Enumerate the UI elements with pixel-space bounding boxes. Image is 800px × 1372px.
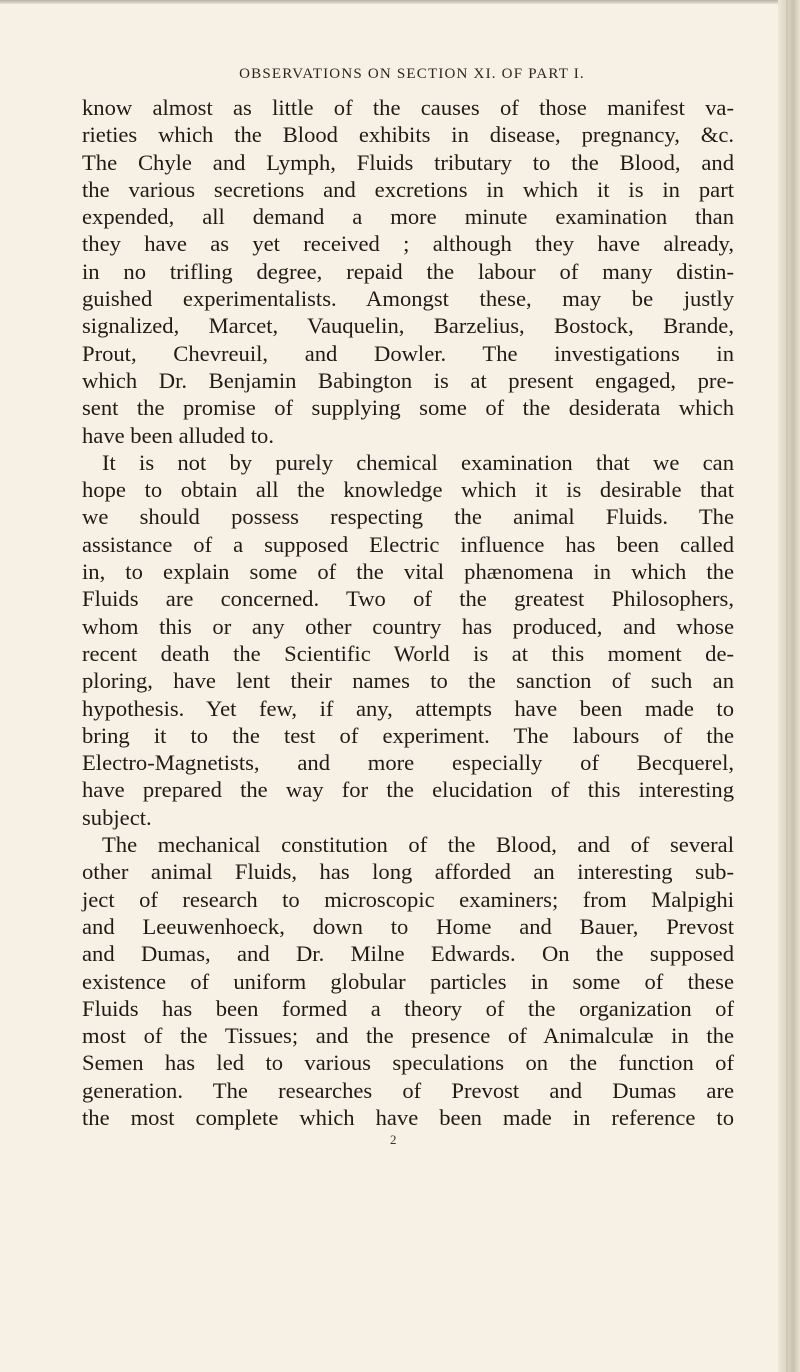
text-line: assistance of a supposed Electric influence has been called [82, 531, 734, 557]
text-line: Fluids has been formed a theory of the organization of [82, 995, 734, 1021]
text-line: we should possess respecting the animal Fluids. The [82, 504, 734, 530]
body-text [82, 94, 734, 1131]
text-line: have been alluded to. [82, 422, 274, 448]
text-line: in no trifling degree, repaid the labour of many distin- [82, 258, 734, 284]
text-line: hypothesis. Yet few, if any, attempts have been made to [82, 695, 734, 721]
text-line: bring it to the test of experiment. The labours of the [82, 722, 734, 748]
text-line: the most complete which have been made in reference to [82, 1104, 734, 1130]
text-line: Semen has led to various speculations on the function of [82, 1050, 734, 1076]
text-line: other animal Fluids, has long afforded an interesting sub- [82, 859, 734, 885]
text-line: subject. [82, 804, 152, 830]
text-line: The Chyle and Lymph, Fluids tributary to the Blood, and [82, 149, 734, 175]
text-line: signalized, Marcet, Vauquelin, Barzelius, Bostock, Brande, [82, 313, 734, 339]
page-number: 2 [390, 1132, 397, 1147]
text-line: know almost as little of the causes of those manifest va- [82, 95, 734, 120]
text-line: most of the Tissues; and the presence of Animalculæ in the [82, 1023, 734, 1049]
text-line: It is not by purely chemical examination that we can [102, 449, 734, 475]
running-head: OBSERVATIONS ON SECTION XI. OF PART I. [239, 66, 585, 82]
text-line: expended, all demand a more minute examination than [82, 204, 734, 230]
text-line: ject of research to microscopic examiners; from Malpighi [82, 886, 734, 912]
text-line: generation. The researches of Prevost and Dumas are [82, 1077, 734, 1103]
text-line: whom this or any other country has produced, and whose [82, 613, 734, 639]
text-line: rieties which the Blood exhibits in disease, pregnancy, &c. [82, 122, 734, 148]
text-line: recent death the Scientific World is at this moment de- [82, 640, 734, 666]
text-line: have prepared the way for the elucidation of this interesting [82, 777, 734, 803]
text-line: Electro-Magnetists, and more especially of Becquerel, [82, 750, 734, 776]
text-line: which Dr. Benjamin Babington is at present engaged, pre- [82, 367, 734, 393]
text-line: sent the promise of supplying some of the desiderata which [82, 395, 734, 421]
text-line: Fluids are concerned. Two of the greatest Philosophers, [82, 586, 734, 612]
text-line: hope to obtain all the knowledge which it is desirable that [82, 477, 734, 503]
text-line: The mechanical constitution of the Blood, and of several [102, 832, 734, 858]
text-line: Prout, Chevreuil, and Dowler. The investigations in [82, 340, 734, 366]
text-line: existence of uniform globular particles in some of these [82, 968, 734, 994]
page-top-edge [0, 0, 800, 4]
page-right-edge [778, 0, 800, 1372]
text-line: and Leeuwenhoeck, down to Home and Bauer, Prevost [82, 913, 734, 939]
text-line: the various secretions and excretions in which it is in part [82, 176, 734, 202]
text-line: in, to explain some of the vital phænomena in which the [82, 559, 734, 585]
text-line: and Dumas, and Dr. Milne Edwards. On the supposed [82, 941, 734, 967]
text-line: guished experimentalists. Amongst these, may be justly [82, 286, 734, 312]
text-line: they have as yet received ; although they have already, [82, 231, 734, 257]
text-line: ploring, have lent their names to the sanction of such an [82, 668, 734, 694]
